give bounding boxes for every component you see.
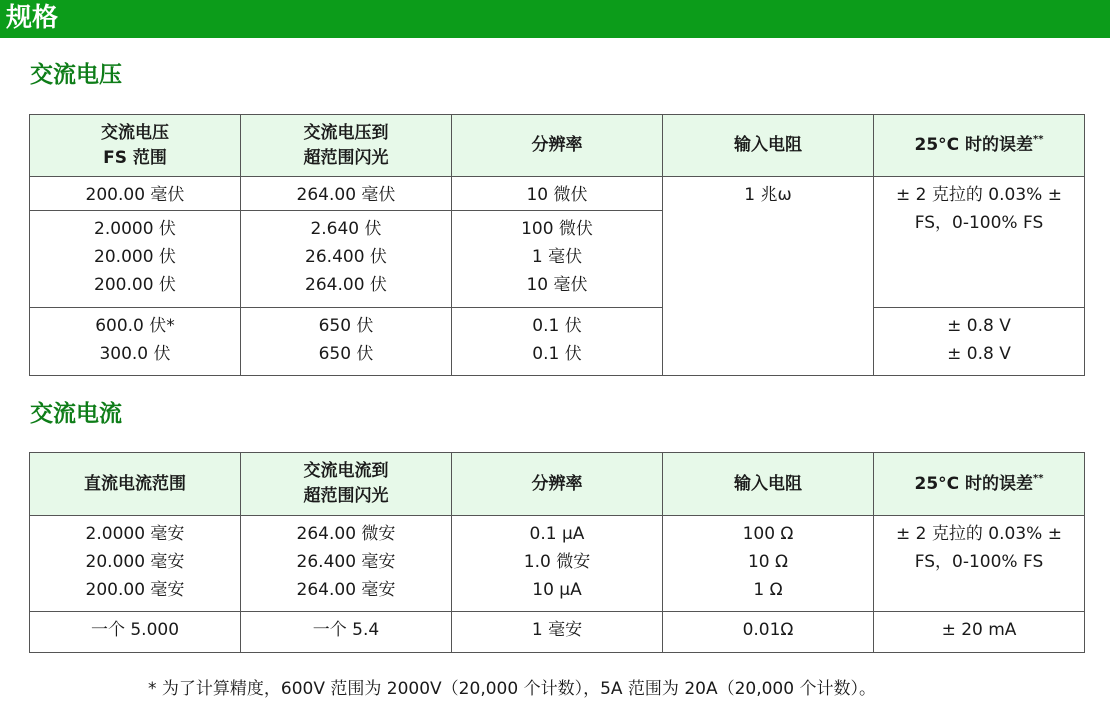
cell-range: 2.0000 毫安 20.000 毫安 200.00 毫安 [30,516,241,612]
cell-range: 600.0 伏* 300.0 伏 [30,308,241,376]
header-resolution: 分辨率 [452,453,663,516]
header-input-resistance: 输入电阻 [663,453,874,516]
cell-range: 200.00 毫伏 [30,177,241,211]
cell-resolution: 1 毫安 [452,612,663,653]
cell-range: 一个 5.000 [30,612,241,653]
cell-error: ± 2 克拉的 0.03% ± FS，0-100% FS [874,177,1085,308]
table-row [30,516,1085,612]
cell-resolution: 100 微伏 1 毫伏 10 毫伏 [452,211,663,308]
table-header-row [30,115,1085,177]
cell-over-range: 264.00 毫伏 [241,177,452,211]
cell-resolution: 0.1 μA 1.0 微安 10 μA [452,516,663,612]
footnote: * 为了计算精度，600V 范围为 2000V（20,000 个计数），5A 范围为 20A（20,000 个计数）。 [148,679,876,699]
header-input-resistance: 输入电阻 [663,115,874,177]
header-error: 25°C 时的误差** [874,453,1085,516]
table-header-row [30,453,1085,516]
ac-current-table [29,452,1085,653]
header-dc-current-range: 直流电流范围 [30,453,241,516]
table-row [30,308,1085,376]
header-error: 25°C 时的误差** [874,115,1085,177]
cell-over-range: 264.00 微安 26.400 毫安 264.00 毫安 [241,516,452,612]
cell-input-resistance: 1 兆ω [663,177,874,376]
section-title-ac-voltage: 交流电压 [30,62,122,88]
banner-title: 规格 [6,3,59,33]
ac-voltage-table [29,114,1085,376]
header-over-range: 交流电流到 超范围闪光 [241,453,452,516]
table-row [30,177,1085,211]
cell-input-resistance: 0.01Ω [663,612,874,653]
section-title-ac-current: 交流电流 [30,401,122,427]
cell-range: 2.0000 伏 20.000 伏 200.00 伏 [30,211,241,308]
header-over-range: 交流电压到 超范围闪光 [241,115,452,177]
cell-over-range: 2.640 伏 26.400 伏 264.00 伏 [241,211,452,308]
cell-input-resistance: 100 Ω 10 Ω 1 Ω [663,516,874,612]
specs-banner [0,0,1110,38]
cell-over-range: 650 伏 650 伏 [241,308,452,376]
cell-error: ± 0.8 V ± 0.8 V [874,308,1085,376]
header-fs-range: 交流电压 FS 范围 [30,115,241,177]
cell-error: ± 20 mA [874,612,1085,653]
cell-resolution: 0.1 伏 0.1 伏 [452,308,663,376]
cell-resolution: 10 微伏 [452,177,663,211]
cell-over-range: 一个 5.4 [241,612,452,653]
table-row [30,612,1085,653]
header-resolution: 分辨率 [452,115,663,177]
cell-error: ± 2 克拉的 0.03% ± FS，0-100% FS [874,516,1085,612]
